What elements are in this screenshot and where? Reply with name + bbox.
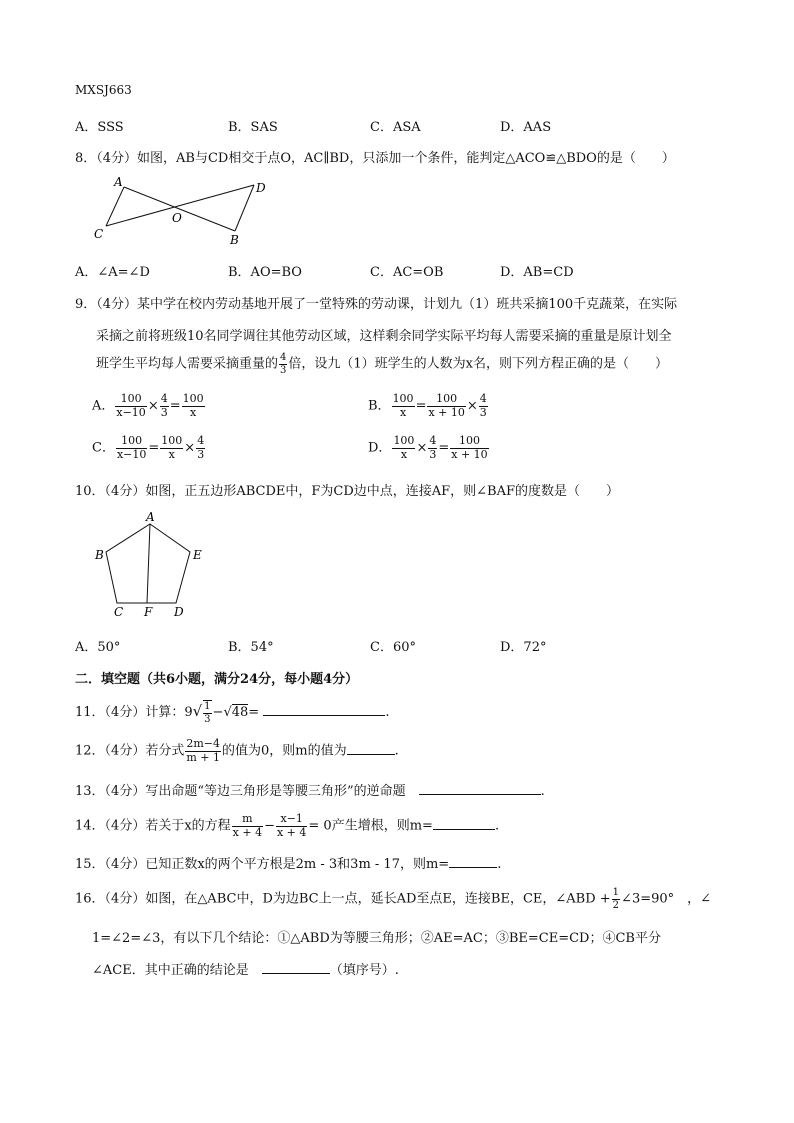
q16-line-2: 1=∠2=∠3，有以下几个结论：①△ABD为等腰三角形；②AE=AC；③BE=CE=CD；④CB平分 <box>92 931 661 946</box>
q10-option-c: C．60° <box>370 640 416 655</box>
header-code: MXSJ663 <box>75 83 132 97</box>
q8-option-d: D．AB=CD <box>500 265 574 280</box>
q10-figure <box>90 507 220 622</box>
q8-option-c: C．AC=OB <box>370 265 444 280</box>
q10-label-d: D <box>174 605 184 619</box>
q9-line-1: 9．（4分）某中学在校内劳动基地开展了一堂特殊的劳动课，计划九（1）班共采摘100千克蔬菜，在实际 <box>75 297 678 312</box>
q8-label-d: D <box>256 181 266 195</box>
q10-label-a: A <box>146 510 155 524</box>
q8-label-a: A <box>114 175 123 189</box>
q10-option-d: D．72° <box>500 640 547 655</box>
q10-label-b: B <box>95 548 104 562</box>
q10-option-b: B．54° <box>228 640 274 655</box>
q10-label-f: F <box>144 605 153 619</box>
q10-stem: 10．（4分）如图，正五边形ABCDE中，F为CD边中点，连接AF，则∠BAF的度数是（ ） <box>75 484 620 499</box>
q14: 14．（4分）若关于x的方程 $\frac{m}{x + 4}$ − $\frac{x-1}{x + 4}$ = 0产生增根，则m= . <box>75 812 500 839</box>
q13: 13．（4分）写出命题“等边三角形是等腰三角形”的逆命题 . <box>75 784 545 799</box>
q10-option-a: A．50° <box>75 640 121 655</box>
q7-option-b: B．SAS <box>228 120 278 135</box>
q8-option-b: B．AO=BO <box>228 265 302 280</box>
q7-option-a: A．SSS <box>75 120 124 135</box>
q9-line-2: 采摘之前将班级10名同学调往其他劳动区域，这样剩余同学实际平均每人需要采摘的重量是原计划全 <box>96 329 672 344</box>
q7-option-d: D．AAS <box>500 120 552 135</box>
q9-fraction: $\frac{4}{3}$ <box>280 352 287 376</box>
q8-figure <box>88 172 278 250</box>
q9-line-3 <box>96 352 668 376</box>
q8-option-a: A．∠A=∠D <box>75 265 150 280</box>
q8-label-c: C <box>94 227 104 241</box>
q10-label-c: C <box>114 605 124 619</box>
q8-label-o: O <box>172 211 182 225</box>
q9-line-3-end: 倍，设九（1）班学生的人数为x名，则下列方程正确的是（ ） <box>288 356 668 372</box>
q9-option-b: B． $\frac{100}{x}$ = $\frac{100}{x + 10}$ × $\frac{4}{3}$ <box>368 392 487 419</box>
q16-line-1: 16．（4分）如图，在△ABC中，D为边BC上一点，延长AD至点E，连接BE，CE，∠ABD + $\frac{1}{2}$ ∠3=90° ，∠ <box>75 887 712 911</box>
q8-stem: 8．（4分）如图，AB与CD相交于点O，AC∥BD，只添加一个条件，能判定△ACO≌△BDO的是（ ） <box>75 151 675 166</box>
q7-option-c: C．ASA <box>370 120 421 135</box>
section-2-heading: 二．填空题（共6小题，满分24分，每小题4分） <box>75 672 359 687</box>
q10-label-e: E <box>193 548 202 562</box>
q11: 11．（4分）计算：9√ $\frac{1}{3}$ −√48= . <box>75 701 390 725</box>
q12: 12．（4分）若分式 $\frac{2m-4}{m + 1}$ 的值为0，则m的值为 . <box>75 737 399 764</box>
q8-label-b: B <box>230 233 239 247</box>
q9-option-d: D． $\frac{100}{x}$ × $\frac{4}{3}$ = $\frac{100}{x + 10}$ <box>368 434 488 461</box>
q15: 15．（4分）已知正数x的两个平方根是2m - 3和3m - 17，则m= . <box>75 857 502 872</box>
q9-option-a: A． $\frac{100}{x-10}$ × $\frac{4}{3}$ = $\frac{100}{x}$ <box>92 392 204 419</box>
q9-line-3-start: 班学生平均每人需要采摘重量的 <box>96 356 279 372</box>
q16-line-3: ∠ACE．其中正确的结论是 （填序号）. <box>92 963 399 978</box>
q9-option-c: C． $\frac{100}{x-10}$ = $\frac{100}{x}$ × $\frac{4}{3}$ <box>92 434 205 461</box>
